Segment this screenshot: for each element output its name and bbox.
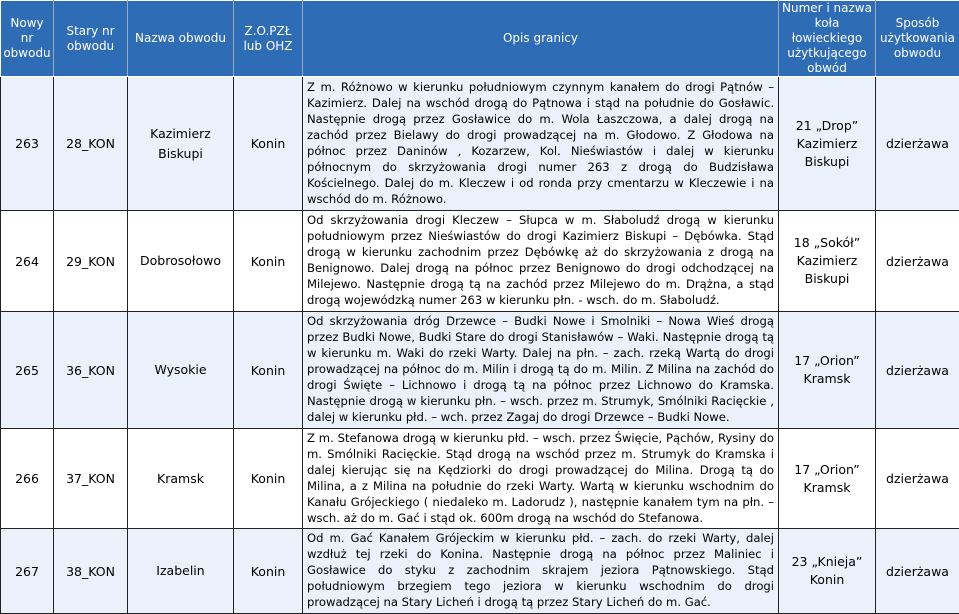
- cell-description: Z m. Stefanowa drogą w kierunku płd. – wsch. przez Święcie, Pąchów, Rysiny do m. Smólniki Racięckie. Stąd drogą na wschód przez m. Strumyk do Kramska i dalej kierując się na Kędziorki do drogi prowadzącej do Milina. Drogą tą do Milina, a z Milina na południe do rzeki Warty. Wartą w kierunku wschodnim do Kanału Grójeckiego ( niedaleko m. Ladorudz ), następnie kanałem tym na płn. – wsch. aż do m. Gać i stąd ok. 600m drogą na wschód do Stefanowa.: [303, 429, 779, 529]
- cell-club: 17 „Orion” Kramsk: [779, 429, 876, 529]
- cell-old-number: 28_KON: [54, 77, 128, 211]
- cell-description: Od m. Gać Kanałem Grójeckim w kierunku płd. – zach. do rzeki Warty, dalej wzdłuż tej rzeki do Konina. Następnie drogą na północ przez Maliniec i Gosławice do styku z zachodnim skrajem jeziora Pątnowskiego. Stąd południowym brzegiem tego jeziora w kierunku wschodnim do drogi prowadzącej na Stary Licheń i drogą tą przez Stary Licheń do m. Gać.: [303, 529, 779, 614]
- cell-name: Izabelin: [128, 529, 234, 614]
- header-old-number: Stary nr obwodu: [54, 1, 128, 77]
- cell-zo: Konin: [234, 429, 303, 529]
- table-row: [1, 312, 959, 429]
- cell-club: 18 „Sokół” Kazimierz Biskupi: [779, 211, 876, 312]
- cell-description: Od skrzyżowania drogi Kleczew – Słupca w m. Słaboludź drogą w kierunku południowym przez Nieświastów do drogi Kazimierz Biskupi – Dębówka. Stąd drogą w kierunku zachodnim przez Dębówkę aż do skrzyżowania z drogą na Benignowo. Dalej drogą na północ przez Benignowo do drogi odchodzącej na Milejewo. Następnie drogą tą na zachód przez Milejewo do m. Drążna, a stąd drogą wojewódzką numer 263 w kierunku płn. - wsch. do m. Słaboludź.: [303, 211, 779, 312]
- cell-club: 21 „Drop” Kazimierz Biskupi: [779, 77, 876, 211]
- cell-old-number: 29_KON: [54, 211, 128, 312]
- table-row: [1, 429, 959, 529]
- cell-new-number: 263: [1, 77, 54, 211]
- cell-old-number: 37_KON: [54, 429, 128, 529]
- cell-zo: Konin: [234, 77, 303, 211]
- cell-usage: dzierżawa: [876, 429, 959, 529]
- header-name: Nazwa obwodu: [128, 1, 234, 77]
- cell-club: 17 „Orion” Kramsk: [779, 312, 876, 429]
- cell-new-number: 264: [1, 211, 54, 312]
- cell-zo: Konin: [234, 211, 303, 312]
- header-row: [1, 1, 959, 77]
- header-club: Numer i nazwa koła łowieckiego użytkującego obwód: [779, 1, 876, 77]
- cell-old-number: 36_KON: [54, 312, 128, 429]
- header-usage: Sposób użytkowania obwodu: [876, 1, 959, 77]
- cell-zo: Konin: [234, 312, 303, 429]
- cell-description: Od skrzyżowania dróg Drzewce – Budki Nowe i Smolniki – Nowa Wieś drogą przez Budki Nowe, Budki Stare do drogi Stanisławów – Waki. Następnie drogą tą w kierunku m. Waki do rzeki Warty. Dalej na płn. – zach. rzeką Wartą do drogi prowadzącej na północ do m. Milin i drogą tą do m. Milin. Z Milina na zachód do drogi Święte – Lichnowo i drogą tą na północ przez Lichnowo do Kramska. Następnie drogą w kierunku płn. – wsch. przez m. Strumyk, Smólniki Racięckie , dalej w kierunku płd. – wch. przez Zagaj do drogi Drzewce – Budki Nowe.: [303, 312, 779, 429]
- cell-new-number: 266: [1, 429, 54, 529]
- cell-usage: dzierżawa: [876, 312, 959, 429]
- cell-name: Kazimierz Biskupi: [128, 77, 234, 211]
- cell-zo: Konin: [234, 529, 303, 614]
- cell-name: Wysokie: [128, 312, 234, 429]
- cell-club: 23 „Knieja” Konin: [779, 529, 876, 614]
- header-description: Opis granicy: [303, 1, 779, 77]
- table-row: [1, 211, 959, 312]
- cell-new-number: 265: [1, 312, 54, 429]
- header-new-number: Nowy nr obwodu: [1, 1, 54, 77]
- cell-usage: dzierżawa: [876, 529, 959, 614]
- cell-old-number: 38_KON: [54, 529, 128, 614]
- cell-usage: dzierżawa: [876, 211, 959, 312]
- table-row: [1, 77, 959, 211]
- cell-description: Z m. Różnowo w kierunku południowym czynnym kanałem do drogi Pątnów – Kazimierz. Dalej na wschód drogą do Pątnowa i stąd na południe do Gosławic. Następnie drogą przez Gosławice do m. Wola Łaszczowa, a dalej drogą na zachód przez Bielawy do drogi prowadzącej na m. Głodowo. Z Głodowa na północ przez Daninów , Kozarzew, Kol. Nieświastów i dalej w kierunku północnym do skrzyżowania drogi numer 263 z drogą do Budzisława Kościelnego. Dalej do m. Kleczew i od ronda przy cmentarzu w Kleczewie i na wschód do m. Różnowo.: [303, 77, 779, 211]
- cell-name: Dobrosołowo: [128, 211, 234, 312]
- cell-name: Kramsk: [128, 429, 234, 529]
- cell-usage: dzierżawa: [876, 77, 959, 211]
- table-row: [1, 529, 959, 614]
- header-zo: Z.O.PZŁ lub OHZ: [234, 1, 303, 77]
- cell-new-number: 267: [1, 529, 54, 614]
